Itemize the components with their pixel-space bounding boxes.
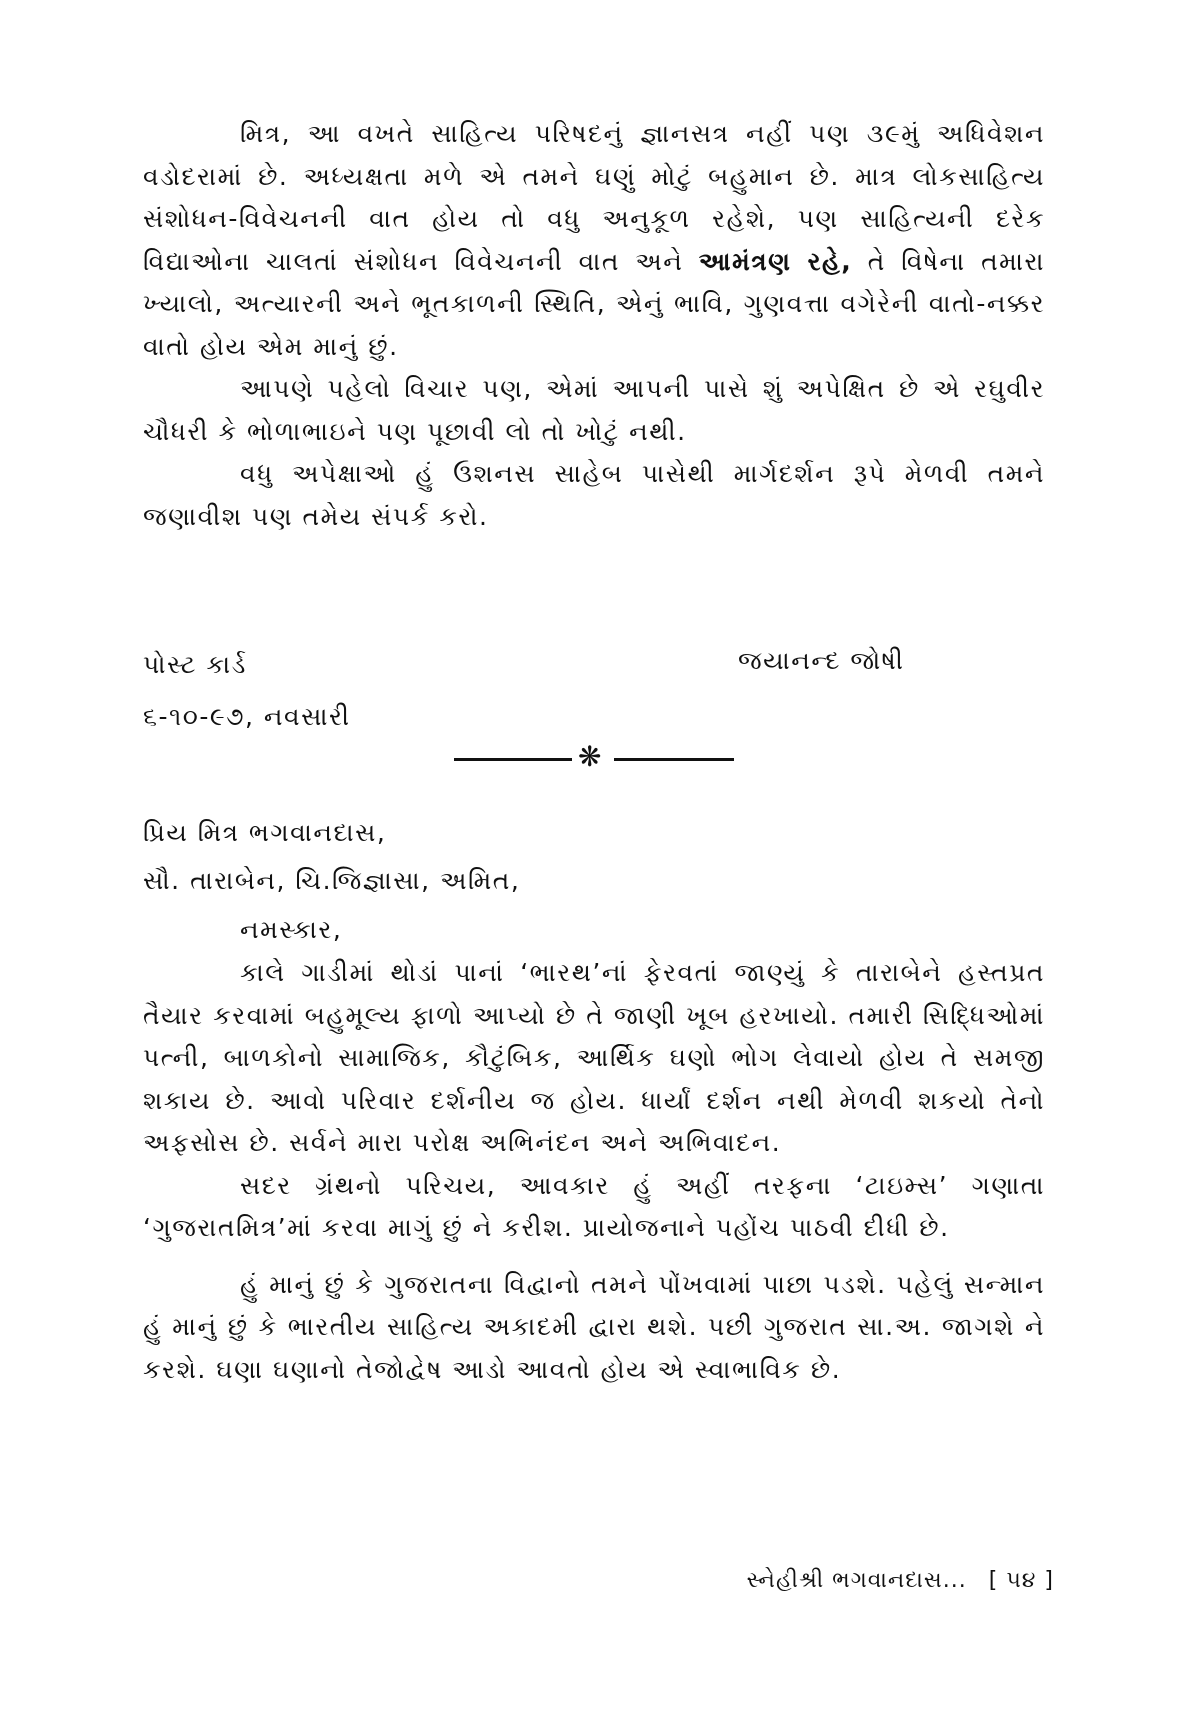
bold-phrase: આમંત્રણ રહે, [698, 246, 853, 276]
ornamental-divider [454, 740, 734, 773]
letter-2-paragraph-2: સદર ગ્રંથનો પરિચય, આવકાર હું અહીં તરફના ‘ટાઇમ્સ’ ગણાતા ‘ગુજરાતમિત્ર’માં કરવા માગું છું ને કરીશ. પ્રાયોજનાને પહોંચ પાઠવી દીધી છે. [143, 1170, 1045, 1242]
paragraph-text: તે વિષેના તમારા ખ્યાલો, અત્યારની અને ભૂતકાળની સ્થિતિ, એનું ભાવિ, ગુણવત્તા વગેરેની વાતો-નક્કર વાતો હોય એમ માનું છું. [143, 246, 1046, 361]
page-number: [ ૫૪ ] [988, 1568, 1054, 1593]
letter-1-paragraph-2: આપણે પહેલો વિચાર પણ, એમાં આપની પાસે શું અપેક્ષિત છે એ રઘુવીર ચૌધરી કે ભોળાભાઇને પણ પૂછાવી લો તો ખોટું નથી. [143, 374, 1045, 446]
letter-1-paragraph-1 [143, 113, 1045, 368]
salutation-line-1: પ્રિય મિત્ર ભગવાનદાસ, [143, 818, 387, 847]
greeting: નમસ્કાર, [240, 915, 343, 944]
letter-2-body [143, 952, 1045, 1391]
divider-rule-left [454, 758, 572, 761]
post-medium: પોસ્ટ કાર્ડ [143, 650, 247, 679]
letter-1-paragraph-3: વધુ અપેક્ષાઓ હું ઉશનસ સાહેબ પાસેથી માર્ગદર્શન રૂપે મેળવી તમને જણાવીશ પણ તમેય સંપર્ક કરો. [143, 459, 1045, 531]
letter-1-body [143, 113, 1045, 538]
signature: જયાનન્દ જોષી [738, 646, 905, 675]
date-place: ૬-૧૦-૯૭, નવસારી [143, 702, 351, 731]
salutation-line-2: સૌ. તારાબેન, ચિ.જિજ્ઞાસા, અમિત, [143, 866, 521, 895]
paragraph-text: મિત્ર, આ વખતે સાહિત્ય પરિષદનું જ્ઞાનસત્ર નહીં પણ ૩૯મું અધિવેશન વડોદરામાં છે. અધ્યક્ષતા મળે એ તમને ઘણું મોટું બહુમાન છે. માત્ર લોકસાહિત્ય સંશોધન-વિવેચનની વાત હોય તો વધુ અનુકૂળ રહેશે, પણ સાહિત્યની દરેક વિદ્યાઓના ચાલતાં સંશોધન વિવેચનની વાત અને [143, 119, 1045, 276]
flourish-icon: ❋ [578, 740, 602, 773]
running-head: સ્નેહીશ્રી ભગવાનદાસ... [746, 1568, 967, 1593]
letter-2-paragraph-3: હું માનું છું કે ગુજરાતના વિદ્વાનો તમને પોંખવામાં પાછા પડશે. પહેલું સન્માન હું માનું છું કે ભારતીય સાહિત્ય અકાદમી દ્વારા થશે. પછી ગુજરાત સા.અ. જાગશે ને કરશે. ઘણા ઘણાનો તેજોદ્વેષ આડો આવતો હોય એ સ્વાભાવિક છે. [143, 1269, 1045, 1384]
page-footer [747, 1568, 1054, 1593]
letter-2-paragraph-1: કાલે ગાડીમાં થોડાં પાનાં ‘ભારથ’નાં ફેરવતાં જાણ્યું કે તારાબેને હસ્તપ્રત તૈયાર કરવામાં બહુમૂલ્ય ફાળો આપ્યો છે તે જાણી ખૂબ હરખાયો. તમારી સિદ્ધિઓમાં પત્ની, બાળકોનો સામાજિક, કૌટુંબિક, આર્થિક ઘણો ભોગ લેવાયો હોય તે સમજી શકાય છે. આવો પરિવાર દર્શનીય જ હોય. ધાર્યાં દર્શન નથી મેળવી શકયો તેનો અફસોસ છે. સર્વને મારા પરોક્ષ અભિનંદન અને અભિવાદન. [143, 958, 1045, 1157]
divider-rule-right [614, 758, 734, 761]
